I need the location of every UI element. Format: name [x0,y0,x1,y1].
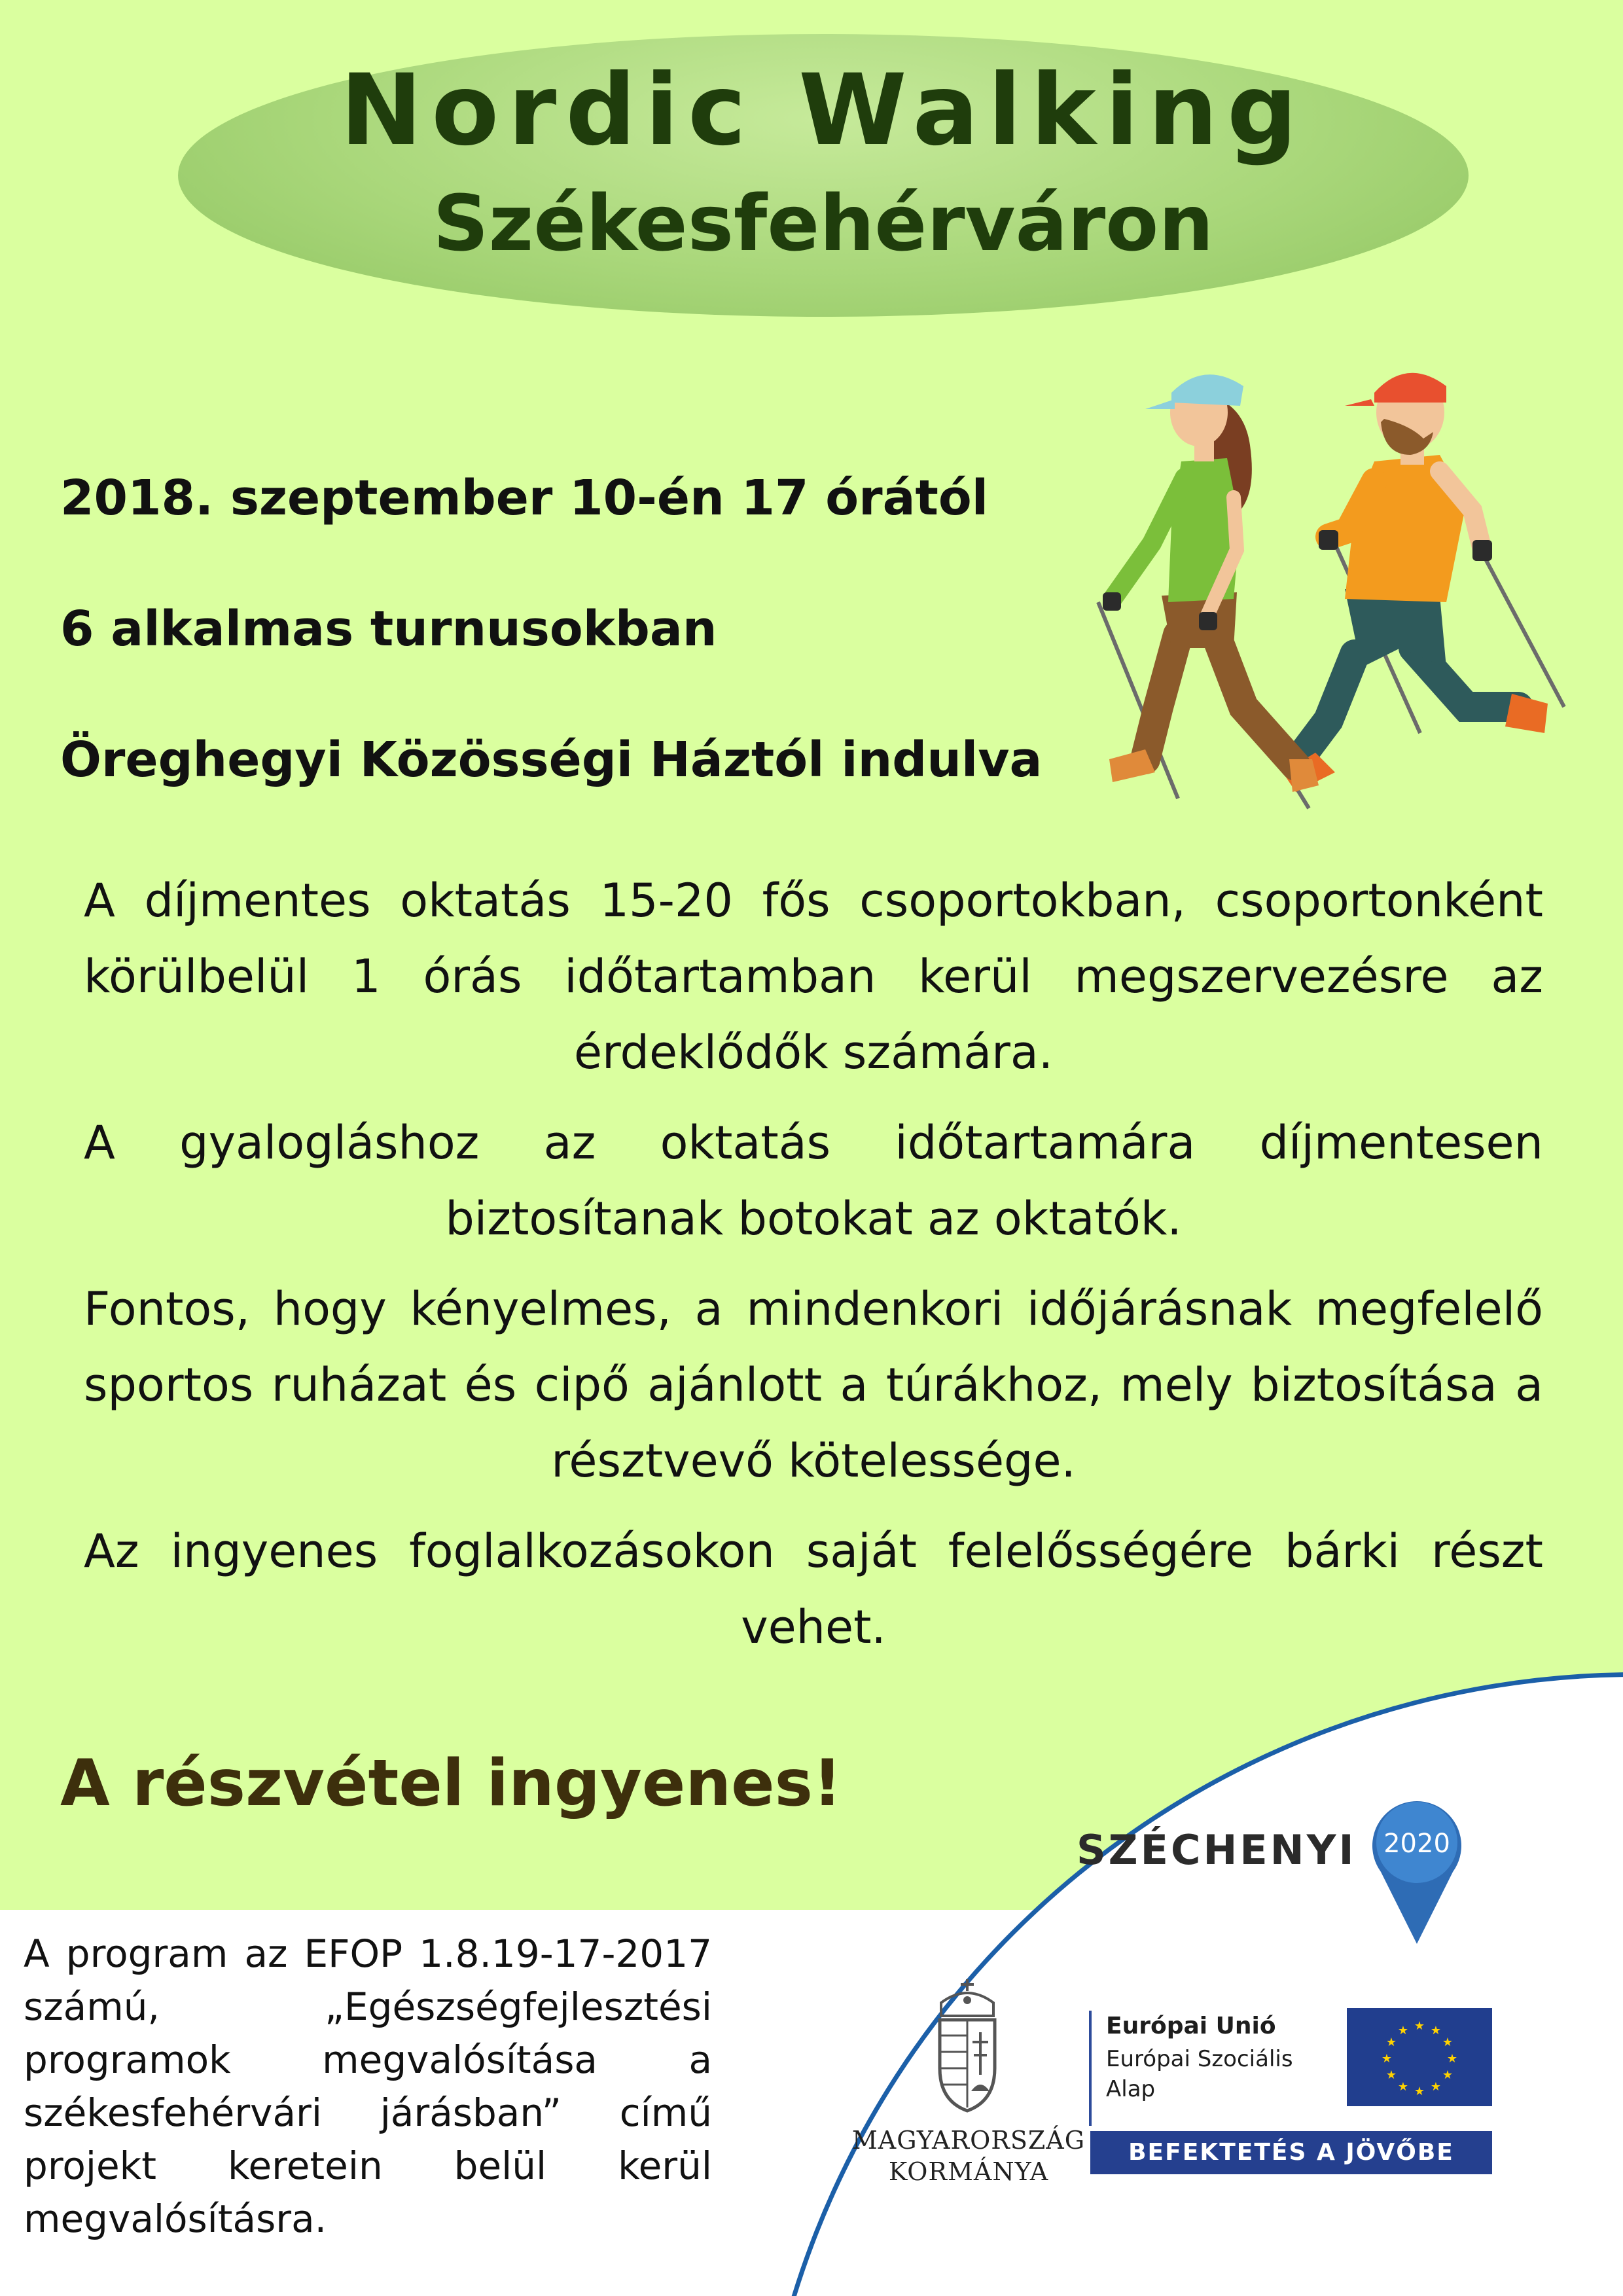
eu-banner: BEFEKTETÉS A JÖVŐBE [1090,2131,1492,2174]
paragraph-training: A díjmentes oktatás 15-20 fős csoportokban, csoportonként körülbelül 1 órás időtartamban kerül megszervezésre az érdeklődők számára. [84,874,1543,1079]
svg-text:★: ★ [1397,2080,1409,2094]
event-place: Öreghegyi Közösségi Háztól indulva [60,732,1043,788]
free-participation-notice: A részvétel ingyenes! [60,1746,842,1821]
eu-subtitle-line1: Európai Szociális [1106,2046,1293,2072]
paragraph-poles: A gyalogláshoz az oktatás időtartamára díjmentesen biztosítanak botokat az oktatók. [84,1116,1543,1246]
nordic-walkers-illustration [1047,340,1584,825]
eu-title: Európai Unió [1106,2013,1276,2039]
szechenyi-year: 2020 [1383,1829,1450,1859]
title-line1: Nordic Walking [340,54,1307,168]
event-turns: 6 alkalmas turnusokban [60,601,717,657]
svg-text:★: ★ [1430,2080,1442,2094]
title-line2: Székesfehérváron [433,178,1214,268]
eu-divider [1089,2011,1092,2126]
svg-text:★: ★ [1414,2085,1425,2098]
government-label-line2: KORMÁNYA [888,2157,1049,2186]
svg-text:★: ★ [1385,2036,1397,2049]
szechenyi-pin-icon [1368,1793,1466,1944]
eu-flag-icon [1347,2008,1492,2106]
eu-subtitle-line2: Alap [1106,2076,1156,2102]
szechenyi-logo-text: SZÉCHENYI [1077,1826,1357,1874]
svg-text:★: ★ [1430,2024,1442,2037]
svg-text:★: ★ [1442,2036,1454,2049]
program-description: A program az EFOP 1.8.19-17-2017 számú, „Egészségfejlesztési programok megvalósítása a székesfehérvári járásban” című projekt keretein belül kerül megvalósításra. [24,1931,712,2241]
paragraph-responsibility: Az ingyenes foglalkozásokon saját felelősségére bárki részt vehet. [84,1524,1543,1654]
svg-text:★: ★ [1381,2052,1393,2066]
svg-text:★: ★ [1446,2052,1458,2066]
svg-text:★: ★ [1397,2024,1409,2037]
svg-text:★: ★ [1414,2019,1425,2033]
paragraph-clothing: Fontos, hogy kényelmes, a mindenkori időjárásnak megfelelő sportos ruházat és cipő ajánlott a túrákhoz, mely biztosítása a résztvevő kötelessége. [84,1282,1543,1488]
svg-text:★: ★ [1442,2068,1454,2082]
coat-of-arms-icon [928,1977,1007,2114]
government-label-line1: MAGYARORSZÁG [851,2126,1086,2155]
event-date: 2018. szeptember 10-én 17 órától [60,470,989,526]
svg-text:★: ★ [1385,2068,1397,2082]
